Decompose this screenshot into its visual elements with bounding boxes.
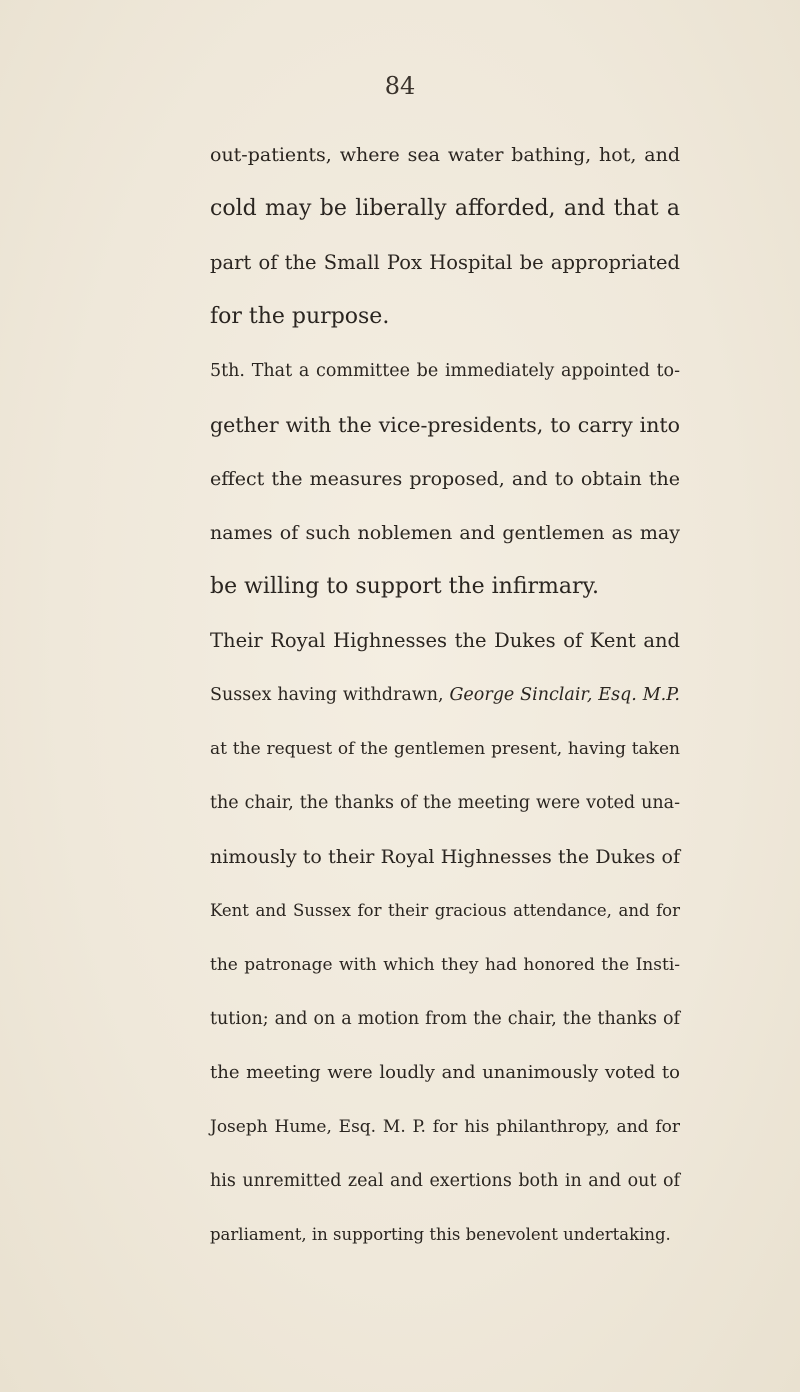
text-line: the patronage with which they had honored the Insti- bbox=[210, 955, 680, 975]
text-line: his unremitted zeal and exertions both in and out of bbox=[210, 1171, 680, 1191]
text-line: out-patients, where sea water bathing, hot, and bbox=[210, 144, 680, 166]
text-line: be willing to support the infirmary. bbox=[210, 574, 600, 599]
text-line: tution; and on a motion from the chair, the thanks of bbox=[210, 1009, 680, 1029]
paragraph-3 bbox=[210, 614, 680, 1262]
text-line: the chair, the thanks of the meeting were voted una- bbox=[210, 793, 680, 813]
text-line: Joseph Hume, Esq. M. P. for his philanthropy, and for bbox=[210, 1117, 680, 1137]
text-line: gether with the vice-presidents, to carry into bbox=[210, 413, 680, 437]
paragraph-1 bbox=[210, 128, 680, 344]
text-line-mixed bbox=[210, 668, 680, 722]
text-line: for the purpose. bbox=[210, 304, 390, 329]
page-number: 84 bbox=[384, 72, 416, 100]
text-line: Kent and Sussex for their gracious attendance, and for bbox=[210, 901, 680, 920]
text-line: 5th. That a committee be immediately appointed to- bbox=[210, 361, 680, 381]
text-line: part of the Small Pox Hospital be appropriated bbox=[210, 251, 680, 274]
text-line: names of such noblemen and gentlemen as may bbox=[210, 522, 680, 544]
text-line: parliament, in supporting this benevolent undertaking. bbox=[210, 1225, 671, 1244]
italic-name: George Sinclair, Esq. M.P. bbox=[449, 685, 680, 705]
text-line: Their Royal Highnesses the Dukes of Kent and bbox=[210, 629, 680, 652]
paragraph-2 bbox=[210, 344, 680, 614]
text-segment: Sussex having withdrawn, bbox=[210, 685, 450, 705]
text-line: effect the measures proposed, and to obtain the bbox=[210, 468, 680, 490]
text-line: at the request of the gentlemen present, having taken bbox=[210, 739, 680, 759]
text-line: nimously to their Royal Highnesses the Dukes of bbox=[210, 846, 680, 868]
text-line: cold may be liberally afforded, and that a bbox=[210, 196, 680, 221]
text-line: the meeting were loudly and unanimously voted to bbox=[210, 1062, 680, 1083]
